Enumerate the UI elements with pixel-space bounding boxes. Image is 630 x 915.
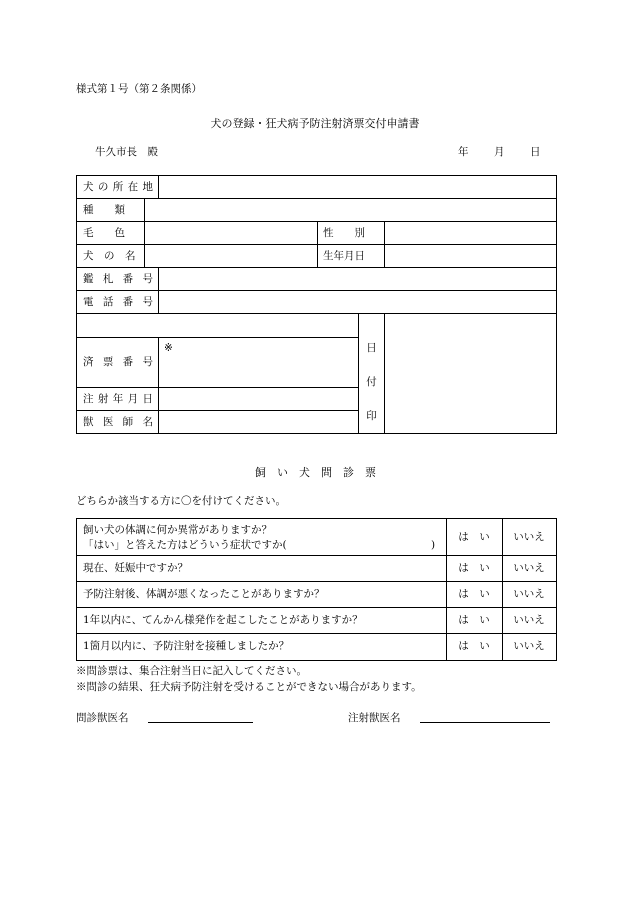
label-license-number: 鑑 札 番 号 [83,273,153,285]
label-tag-number: 済 票 番 号 [83,356,153,368]
date-month-label: 月 [494,146,505,158]
label-phone-number: 電 話 番 号 [83,296,153,308]
registration-table [76,175,557,434]
answer-no-4[interactable]: いいえ [513,614,545,626]
form-number: 様式第１号（第２条関係） [76,83,202,95]
questionnaire-table [76,518,557,661]
question-3: 予防注射後、体調が悪くなったことがありますか？ [83,588,325,600]
injection-vet-label: 注射獣医名 [348,712,401,724]
answer-yes-5[interactable]: は い [458,640,490,652]
label-coat-color: 毛 色 [83,227,125,239]
addressee: 牛久市長 殿 [95,146,158,158]
question-1-line2: 「はい」と答えた方はどういう症状ですか( [83,539,287,551]
note-2: ※問診の結果、狂犬病予防注射を受けることができない場合があります。 [76,681,422,693]
answer-no-3[interactable]: いいえ [513,588,545,600]
question-1-line2-end: ) [431,539,436,551]
injection-vet-line[interactable] [420,722,550,723]
form-title: 犬の登録・狂犬病予防注射済票交付申請書 [210,117,420,130]
label-birth-date: 生年月日 [323,250,365,262]
question-4: 1年以内に、てんかん様発作を起こしたことがありますか？ [83,614,363,626]
answer-no-2[interactable]: いいえ [513,562,545,574]
questionnaire-title: 飼い犬問診票 [255,466,387,479]
label-date-stamp: 日 付 印 [366,342,377,422]
label-breed: 種 類 [83,204,125,216]
date-year-label: 年 [458,146,469,158]
answer-yes-2[interactable]: は い [458,562,490,574]
label-vet-name: 獣 医 師 名 [83,416,153,428]
interview-vet-line[interactable] [148,722,253,723]
label-dog-name: 犬 の 名 [83,250,136,262]
question-1-line1: 飼い犬の体調に何か異常がありますか？ [83,524,272,536]
label-sex: 性 別 [323,227,365,239]
answer-no-5[interactable]: いいえ [513,640,545,652]
date-day-label: 日 [530,146,541,158]
question-2: 現在、妊娠中ですか？ [83,562,188,574]
note-1: ※問診票は、集合注射当日に記入してください。 [76,665,307,677]
questionnaire-instruction: どちらか該当する方に〇を付けてください。 [76,495,286,507]
interview-vet-label: 問診獣医名 [76,712,129,724]
tag-number-mark: ※ [164,342,173,354]
answer-yes-3[interactable]: は い [458,588,490,600]
answer-yes-1[interactable]: は い [458,531,490,543]
answer-yes-4[interactable]: は い [458,614,490,626]
question-5: 1箇月以内に、予防注射を接種しましたか？ [83,640,290,652]
label-injection-date: 注 射 年 月 日 [83,393,153,405]
label-location: 犬 の 所 在 地 [83,181,153,193]
answer-no-1[interactable]: いいえ [513,531,545,543]
